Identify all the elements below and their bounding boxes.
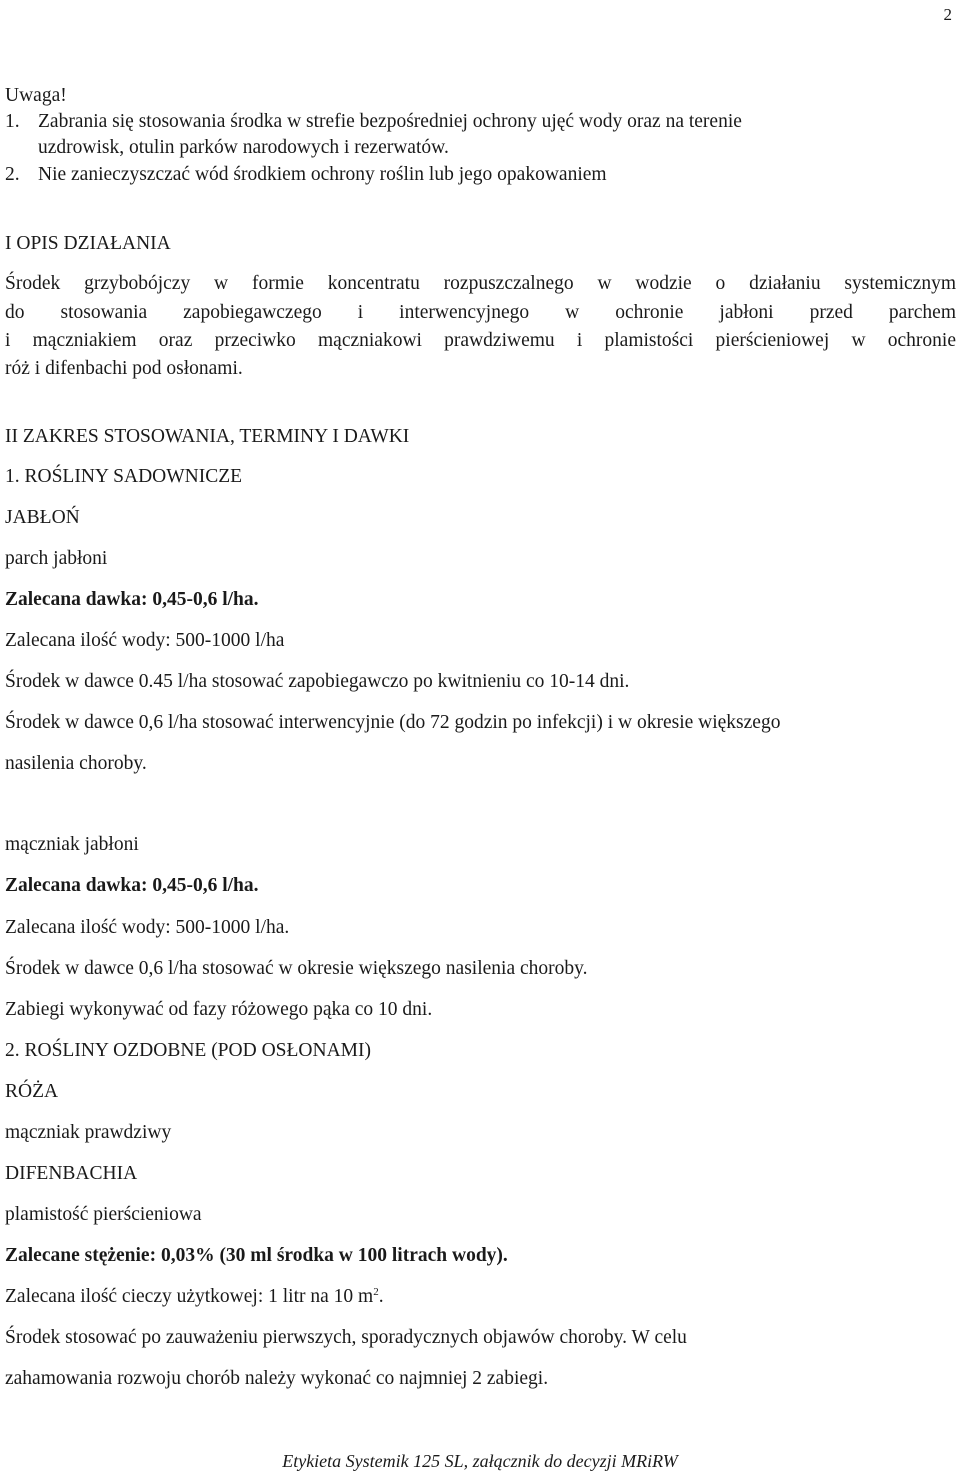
concentration: Zalecane stężenie: 0,03% (30 ml środka w 100 litrach wody). [5, 1245, 508, 1266]
final-line-2: zahamowania rozwoju chorób należy wykonać co najmniej 2 zabiegi. [5, 1368, 549, 1389]
warning-item-1-text: Zabrania się stosowania środka w strefie bezpośredniej ochrony ujęć wody oraz na terenie [38, 111, 742, 132]
parch-line-3: nasilenia choroby. [5, 753, 147, 774]
crop-jablon: JABŁOŃ [5, 507, 80, 528]
warning-item-2 [5, 165, 607, 185]
liquid-amount [5, 1287, 384, 1307]
warning-item-2-number: 2. [5, 164, 20, 185]
liquid-amount-text: Zalecana ilość cieczy użytkowej: 1 litr na 10 m [5, 1286, 374, 1307]
liquid-amount-sup: 2 [373, 1286, 379, 1298]
liquid-amount-end: . [378, 1286, 384, 1307]
opis-line-4: róż i difenbachi pod osłonami. [5, 358, 243, 379]
final-line-1: Środek stosować po zauważeniu pierwszych, sporadycznych objawów choroby. W celu [5, 1327, 687, 1348]
footer: Etykieta Systemik 125 SL, załącznik do decyzji MRiRW [282, 1451, 678, 1471]
maczniak-line-1: Środek w dawce 0,6 l/ha stosować w okresie większego nasilenia choroby. [5, 958, 588, 979]
maczniak-dose: Zalecana dawka: 0,45-0,6 l/ha. [5, 875, 259, 896]
parch-line-2: Środek w dawce 0,6 l/ha stosować interwencyjnie (do 72 godzin po infekcji) i w okresie większego [5, 712, 781, 733]
maczniak-water: Zalecana ilość wody: 500-1000 l/ha. [5, 917, 290, 938]
warning-item-1-number: 1. [5, 111, 20, 132]
parch-dose: Zalecana dawka: 0,45-0,6 l/ha. [5, 589, 259, 610]
disease-parch: parch jabłoni [5, 548, 108, 569]
disease-roza: mączniak prawdziwy [5, 1122, 172, 1143]
opis-line-3: i mączniakiem oraz przeciwko mączniakowi prawdziwemu i plamistości pierścieniowej w ochronie [5, 330, 956, 351]
disease-difenbachia: plamistość pierścieniowa [5, 1204, 202, 1225]
parch-water: Zalecana ilość wody: 500-1000 l/ha [5, 630, 285, 651]
warning-item-2-text: Nie zanieczyszczać wód środkiem ochrony roślin lub jego opakowaniem [38, 164, 607, 185]
opis-line-1: Środek grzybobójczy w formie koncentratu rozpuszczalnego w wodzie o działaniu systemicznym [5, 273, 956, 294]
section-1-heading: 1. ROŚLINY SADOWNICZE [5, 466, 243, 487]
zakres-heading: II ZAKRES STOSOWANIA, TERMINY I DAWKI [5, 426, 410, 447]
crop-roza: RÓŻA [5, 1081, 59, 1102]
warning-title: Uwaga! [5, 85, 67, 106]
opis-line-2: do stosowania zapobiegawczego i interwencyjnego w ochronie jabłoni przed parchem [5, 302, 956, 323]
crop-difenbachia: DIFENBACHIA [5, 1163, 138, 1184]
opis-heading: I OPIS DZIAŁANIA [5, 233, 171, 254]
maczniak-line-2: Zabiegi wykonywać od fazy różowego pąka co 10 dni. [5, 999, 433, 1020]
page-number: 2 [943, 5, 952, 24]
disease-maczniak: mączniak jabłoni [5, 834, 139, 855]
parch-line-1: Środek w dawce 0.45 l/ha stosować zapobiegawczo po kwitnieniu co 10-14 dni. [5, 671, 630, 692]
warning-item-1 [5, 112, 742, 132]
section-2-heading: 2. ROŚLINY OZDOBNE (POD OSŁONAMI) [5, 1040, 371, 1061]
warning-item-1-cont: uzdrowisk, otulin parków narodowych i rezerwatów. [38, 137, 449, 158]
